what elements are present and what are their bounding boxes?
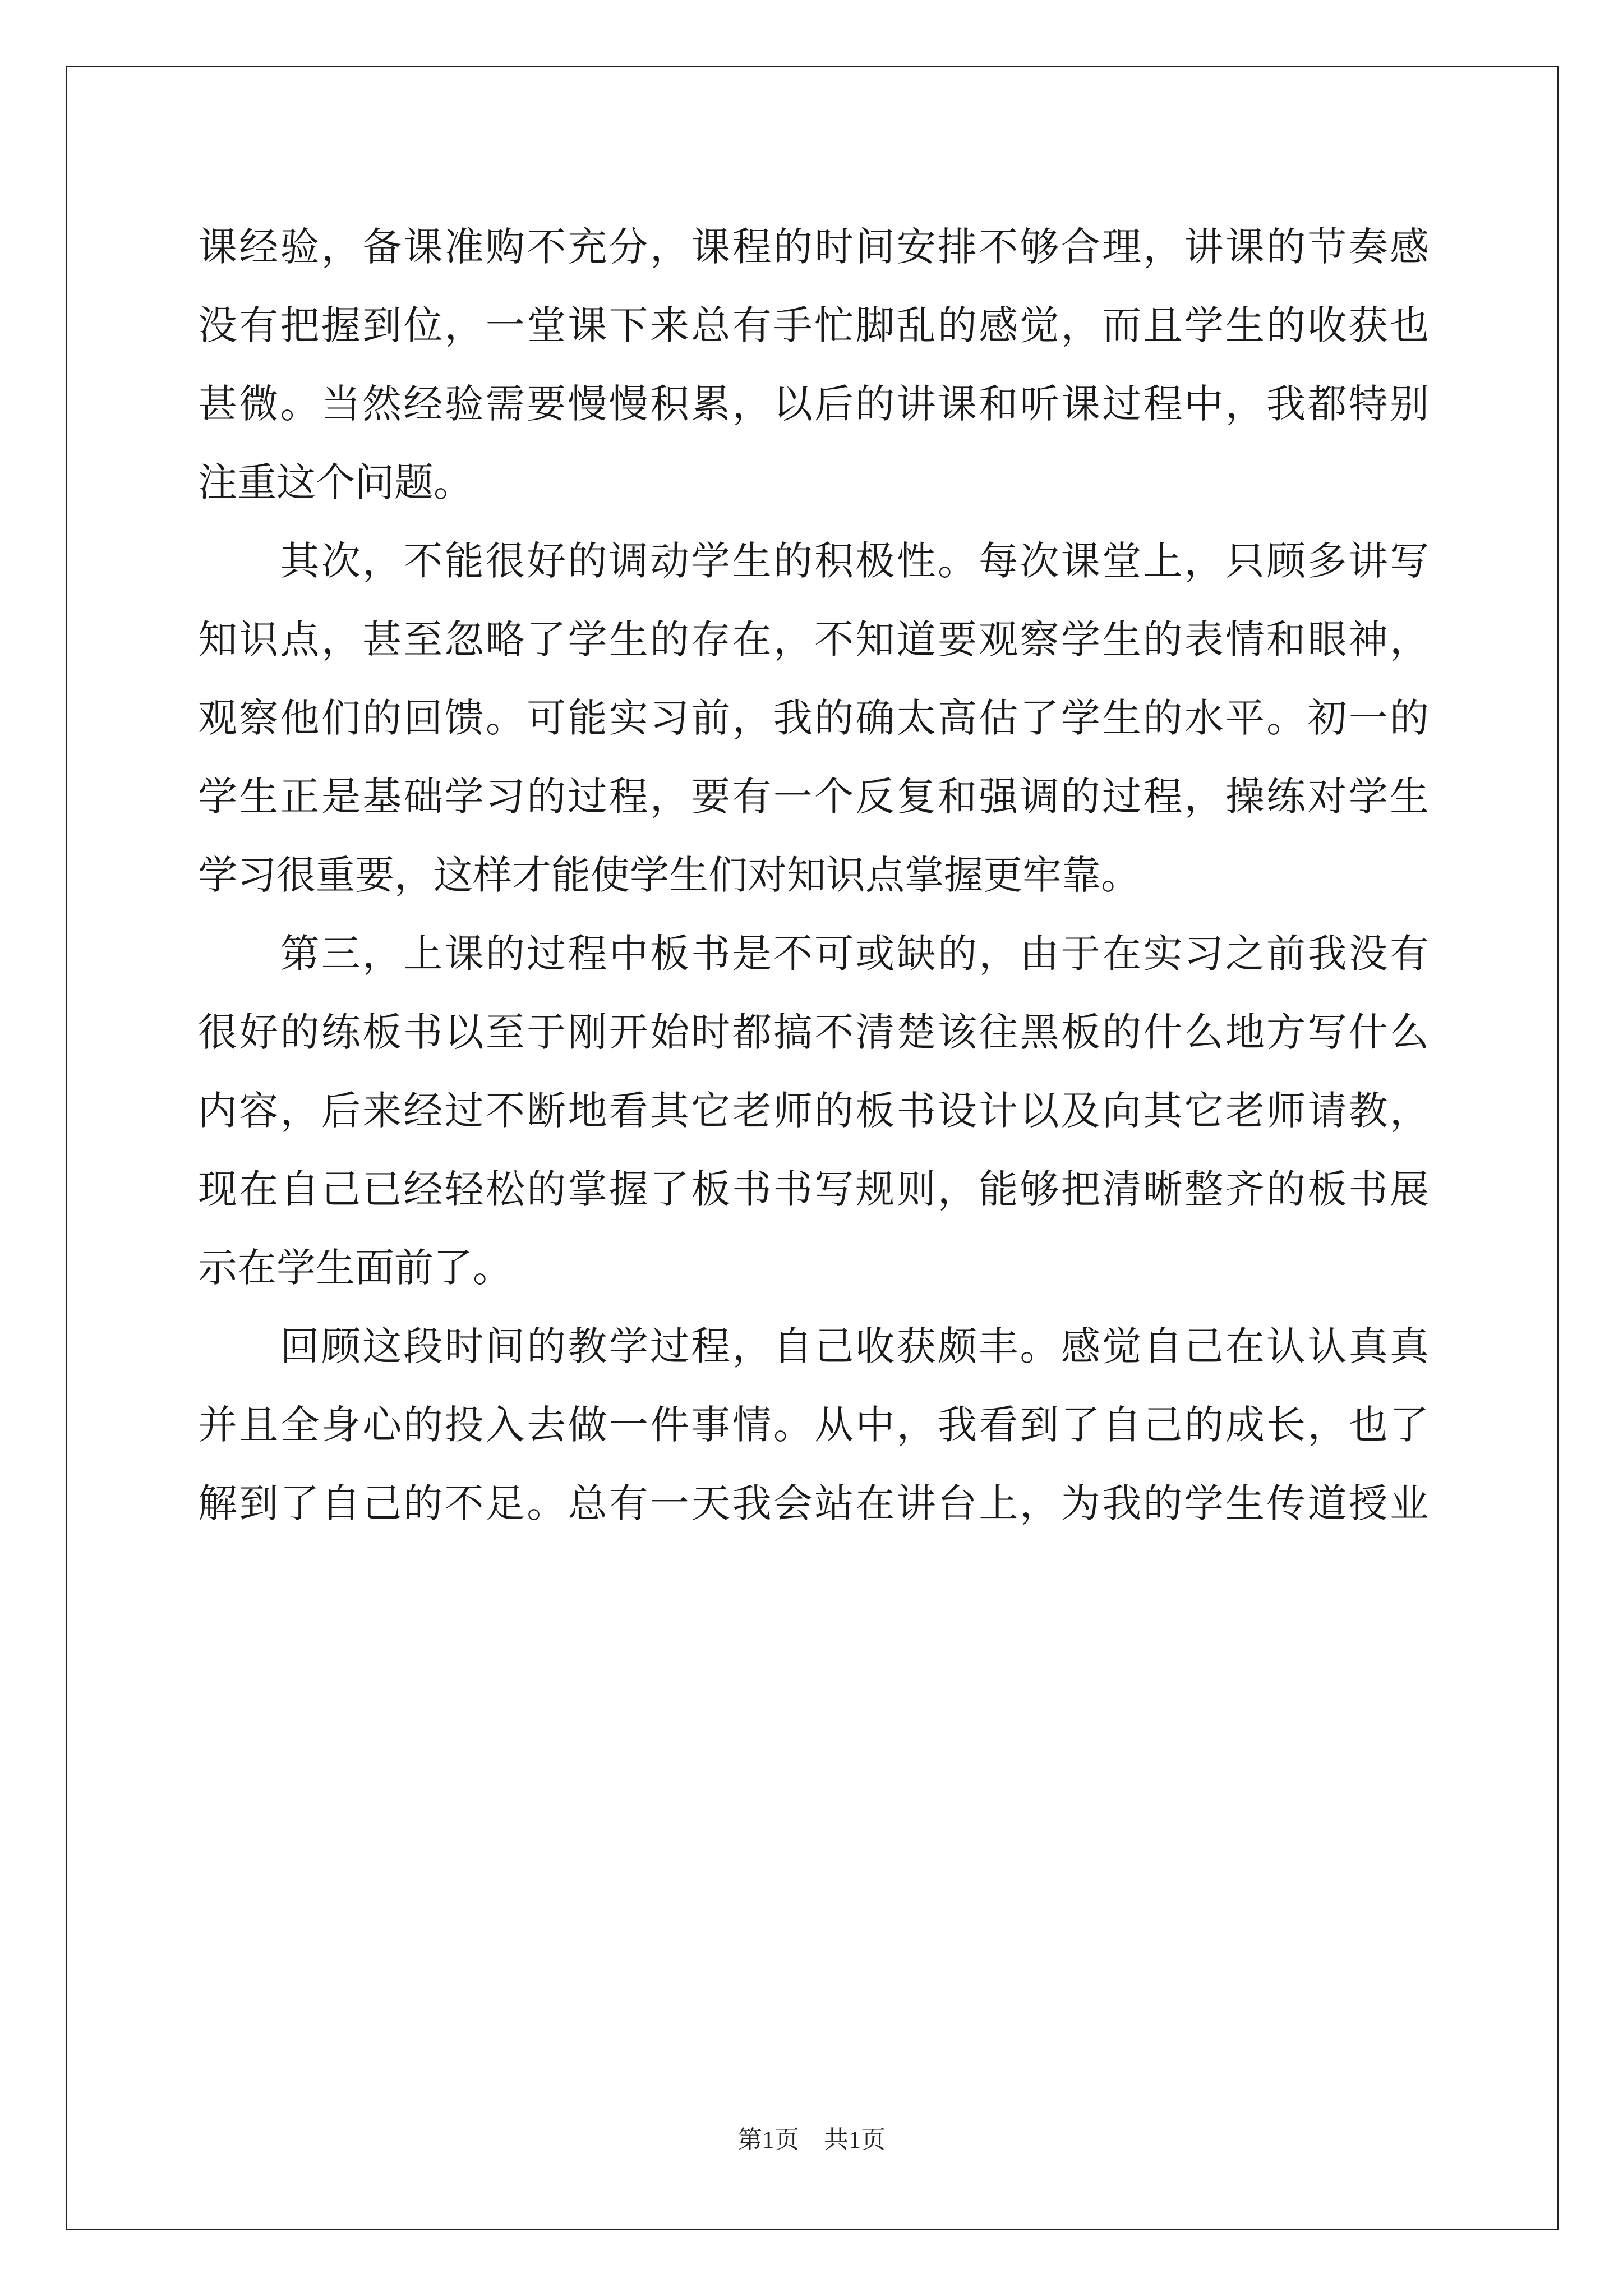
text-line: 示在学生面前了。 [198, 1245, 512, 1291]
text-line: 注重这个问题。 [198, 459, 473, 505]
page-footer: 第1页 共1页 [737, 2126, 886, 2154]
text-line: 知识点，甚至忽略了学生的存在，不知道要观察学生的表情和眼神， [198, 616, 1429, 662]
text-line: 甚微。当然经验需要慢慢积累，以后的讲课和听课过程中，我都特别 [198, 381, 1429, 427]
text-line: 内容，后来经过不断地看其它老师的板书设计以及向其它老师请教， [198, 1088, 1429, 1134]
text-line: 没有把握到位，一堂课下来总有手忙脚乱的感觉，而且学生的收获也 [198, 302, 1429, 348]
text-line: 很好的练板书以至于刚开始时都搞不清楚该往黑板的什么地方写什么 [198, 1009, 1429, 1055]
text-line: 并且全身心的投入去做一件事情。从中，我看到了自己的成长，也了 [198, 1402, 1429, 1448]
text-line: 第三，上课的过程中板书是不可或缺的，由于在实习之前我没有 [198, 931, 1429, 977]
text-line: 课经验，备课准购不充分，课程的时间安排不够合理，讲课的节奏感 [198, 224, 1429, 270]
text-line: 其次，不能很好的调动学生的积极性。每次课堂上，只顾多讲写 [198, 538, 1429, 584]
document-body [198, 208, 1429, 1543]
text-line: 现在自己已经轻松的掌握了板书书写规则，能够把清晰整齐的板书展 [198, 1166, 1429, 1212]
text-line: 回顾这段时间的教学过程，自己收获颇丰。感觉自己在认认真真 [198, 1323, 1429, 1369]
text-line: 学生正是基础学习的过程，要有一个反复和强调的过程，操练对学生 [198, 774, 1429, 820]
text-line: 学习很重要，这样才能使学生们对知识点掌握更牢靠。 [198, 852, 1140, 898]
text-line: 解到了自己的不足。总有一天我会站在讲台上，为我的学生传道授业 [198, 1480, 1429, 1526]
text-line: 观察他们的回馈。可能实习前，我的确太高估了学生的水平。初一的 [198, 695, 1429, 741]
